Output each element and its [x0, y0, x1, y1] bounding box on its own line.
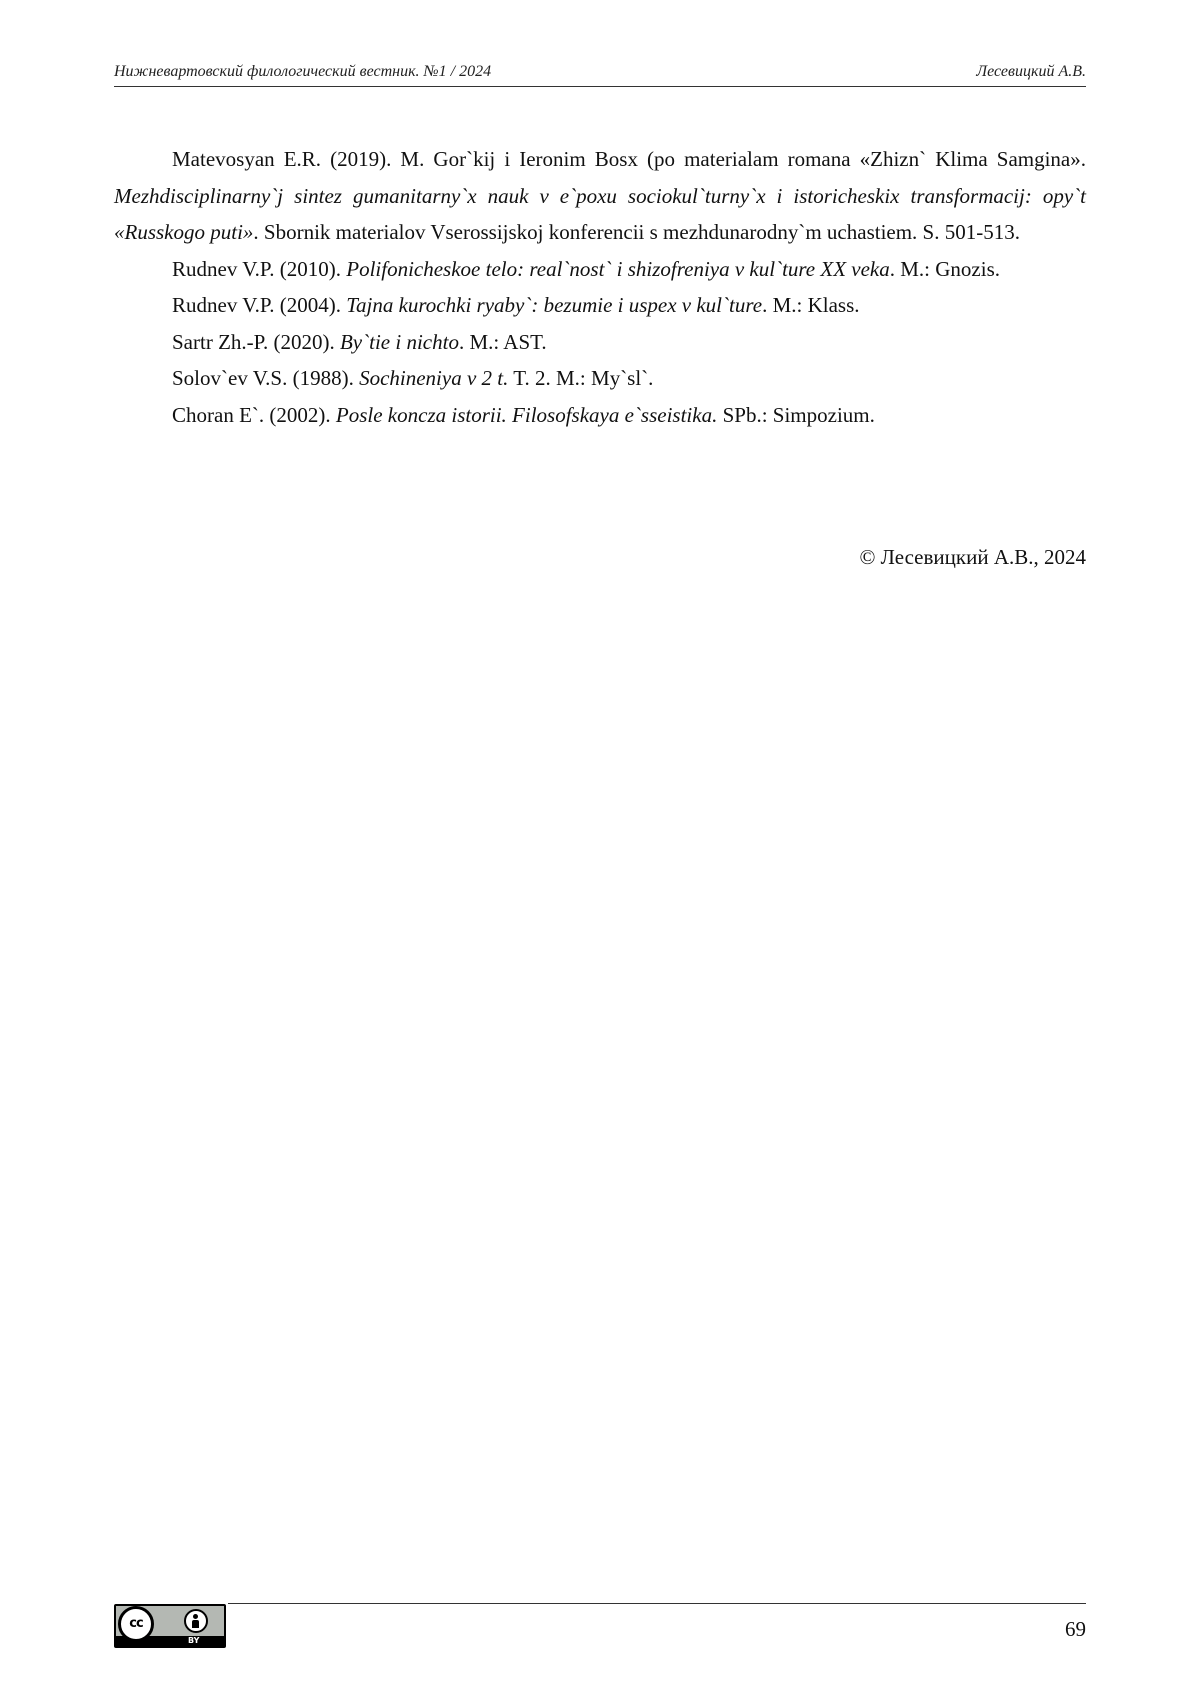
reference-text: Sartr Zh.-P. (2020).: [172, 329, 340, 354]
reference-text: Rudnev V.P. (2004).: [172, 293, 347, 317]
attribution-icon: [184, 1609, 208, 1633]
reference-text: . M.: Gnozis.: [889, 256, 1000, 281]
reference-text: Matevosyan E.R. (2019). M. Gor`kij i Ieronim Bosx (po materialam romana «Zhizn` Klima Samgina».: [172, 147, 1086, 171]
cc-icon: cc: [118, 1606, 154, 1642]
footer-divider: [228, 1603, 1086, 1604]
reference-text: Rudnev V.P. (2010).: [172, 256, 347, 281]
article-author: Лесевицкий А.В.: [976, 63, 1086, 80]
reference-title: Tajna kurochki ryaby`: bezumie i uspex v kul`ture: [346, 293, 763, 317]
running-header: [114, 63, 1086, 85]
reference-item: [114, 324, 1086, 361]
page-number: 69: [1065, 1617, 1086, 1641]
reference-title: Mezhdisciplinarny`j sintez gumanitarny`x nauk v e`poxu sociokul`turny`x i istoricheskix transformacij: opy`t «Russkogo puti»: [114, 183, 1086, 244]
reference-item: [114, 287, 1086, 324]
reference-text: Solov`ev V.S. (1988).: [172, 366, 360, 390]
header-divider: [114, 86, 1086, 87]
cc-by-license-icon[interactable]: [114, 1604, 226, 1648]
copyright-notice: © Лесевицкий А.В., 2024: [859, 545, 1086, 569]
reference-title: By`tie i nichto: [339, 329, 459, 354]
reference-title: Posle koncza istorii. Filosofskaya e`sseistika.: [335, 402, 718, 427]
reference-text: . M.: Klass.: [762, 293, 860, 317]
reference-text: . Sbornik materialov Vserossijskoj konferencii s mezhdunarodny`m uchastiem. S. 501-513.: [253, 220, 1020, 244]
reference-text: Choran E`. (2002).: [172, 402, 336, 427]
reference-title: Sochineniya v 2 t.: [359, 366, 509, 390]
by-label: BY: [188, 1636, 200, 1645]
reference-text: T. 2. M.: My`sl`.: [508, 366, 654, 390]
reference-item: [114, 141, 1086, 251]
reference-text: . M.: AST.: [458, 329, 547, 354]
reference-text: SPb.: Simpozium.: [717, 402, 875, 427]
journal-title: Нижневартовский филологический вестник. №1 / 2024: [114, 63, 492, 80]
reference-item: [114, 397, 1086, 434]
reference-item: [114, 360, 1086, 397]
reference-list: [114, 141, 1086, 433]
attribution-icon-body: [192, 1620, 199, 1628]
attribution-icon-head: [193, 1614, 198, 1619]
reference-title: Polifonicheskoe telo: real`nost` i shizofreniya v kul`ture XX veka: [346, 256, 890, 281]
reference-item: [114, 251, 1086, 288]
